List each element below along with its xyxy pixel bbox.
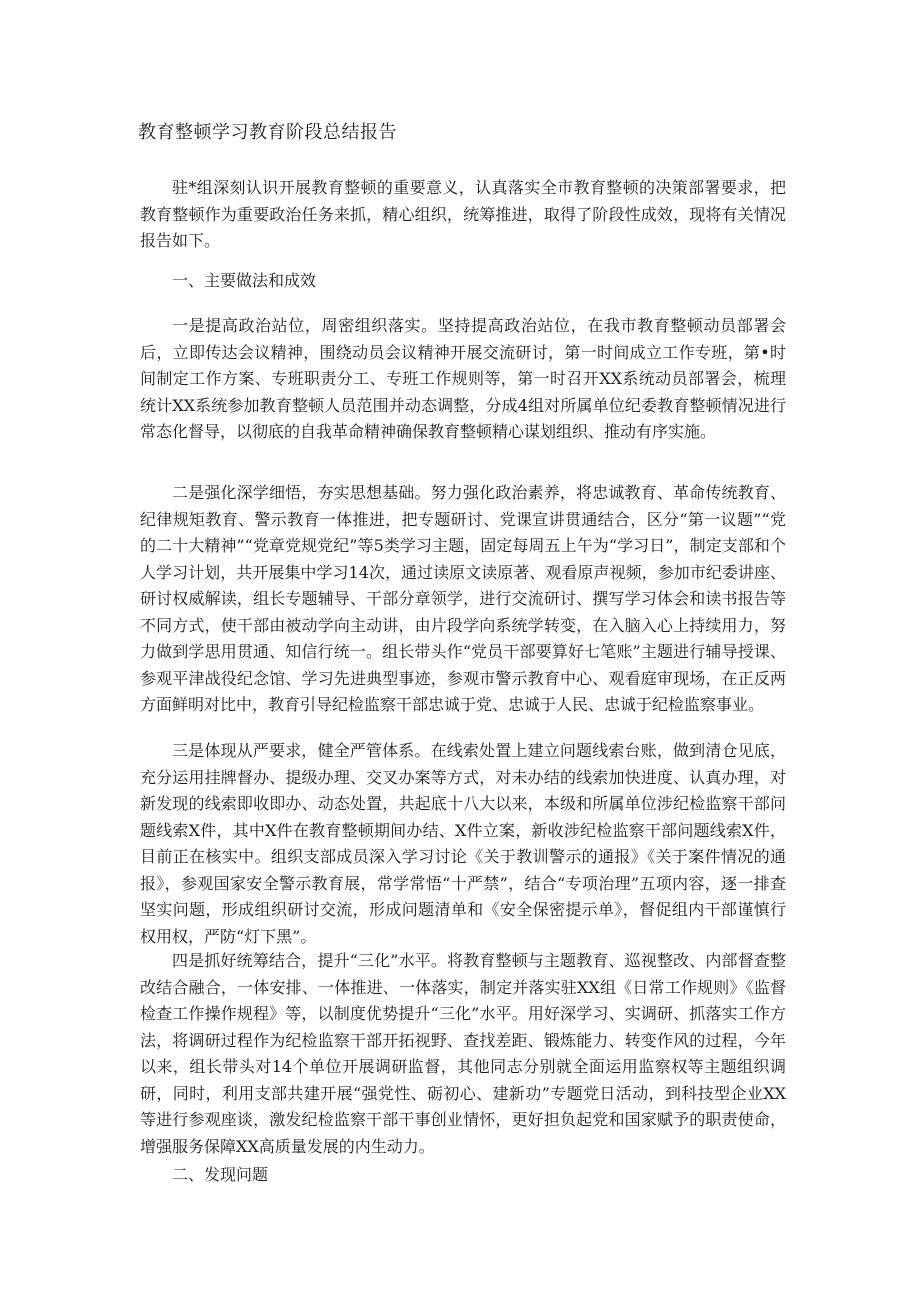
section-heading-main-practices: 一、主要做法和成效	[172, 271, 317, 290]
paragraph-strict-requirements: 三是体现从严要求，健全严管体系。在线索处置上建立问题线索台账，做到清仓见底，充分运用挂牌督办、提级办理、交叉办案等方式，对未办结的线索加快进度、认真办理，对新发现的线索即收即办、动态处置，共起底十八大以来，本级和所属单位涉纪检监察干部问题线索X件，其中X件在教育整顿期间办结、X件立案，新收涉纪检监察干部问题线索X件，目前正在核实中。组织支部成员深入学习讨论《关于教训警示的通报》《关于案件情况的通报》，参观国家安全警示教育展，常学常悟“十严禁”，结合“专项治理”五项内容，逐一排查坚实问题，形成组织研讨交流，形成问题清单和《安全保密提示单》，督促组内干部谨慎行权用权，严防“灯下黑”。	[140, 741, 786, 946]
paragraph-political-standing: 一是提高政治站位，周密组织落实。坚持提高政治站位，在我市教育整顿动员部署会后，立即传达会议精神，围绕动员会议精神开展交流研讨，第一时间成立工作专班，第•时间制定工作方案、专班职责分工、专班工作规则等，第一时召开XX系统动员部署会，梳理统计XX系统参加教育整顿人员范围并动态调整，分成4组对所属单位纪委教育整顿情况进行常态化督导，以彻底的自我革命精神确保教育整顿精心谋划组织、推动有序实施。	[140, 316, 786, 441]
paragraph-deep-study: 二是强化深学细悟，夯实思想基础。努力强化政治素养，将忠诚教育、革命传统教育、纪律规矩教育、警示教育一体推进，把专题研讨、党课宣讲贯通结合，区分“第一议题”“党的二十大精神”“党章党规党纪”等5类学习主题，固定每周五上午为“学习日”，制定支部和个人学习计划，共开展集中学习14次，通过读原文读原著、观看原声视频，参加市纪委讲座、研讨权威解读，组长专题辅导、干部分章领学，进行交流研讨、撰写学习体会和读书报告等不同方式，使干部由被动学向主动讲，由片段学向系统学转变，在入脑入心上持续用力，努力做到学思用贯通、知信行统一。组长带头作“党员干部要算好七笔账”主题进行辅导授课、参观平津战役纪念馆、学习先进典型事迹，参观市警示教育中心、观看庭审现场，在正反两方面鲜明对比中，教育引导纪检监察干部忠诚于党、忠诚于人民、忠诚于纪检监察事业。	[140, 483, 786, 714]
intro-paragraph: 驻*组深刻认识开展教育整顿的重要意义，认真落实全市教育整顿的决策部署要求，把教育整顿作为重要政治任务来抓，精心组织，统筹推进，取得了阶段性成效，现将有关情况报告如下。	[140, 178, 786, 250]
document-title: 教育整顿学习教育阶段总结报告	[138, 122, 397, 143]
section-heading-problems-found: 二、发现问题	[172, 1165, 269, 1184]
paragraph-overall-coordination: 四是抓好统筹结合，提升“三化”水平。将教育整顿与主题教育、巡视整改、内部督查整改结合融合，一体安排、一体推进、一体落实，制定并落实驻XX组《日常工作规则》《监督检查工作操作规程》等，以制度优势提升“三化”水平。用好深学习、实调研、抓落实工作方法，将调研过程作为纪检监察干部开拓视野、查找差距、锻炼能力、转变作风的过程，今年以来，组长带头对14个单位开展调研监督，其他同志分别就全面运用监察权等主题组织调研，同时，利用支部共建开展“强党性、砺初心、建新功”专题党日活动，到科技型企业XX等进行参观座谈，激发纪检监察干部干事创业情怀，更好担负起党和国家赋予的职责使命，增强服务保障XX高质量发展的内生动力。	[140, 951, 786, 1156]
